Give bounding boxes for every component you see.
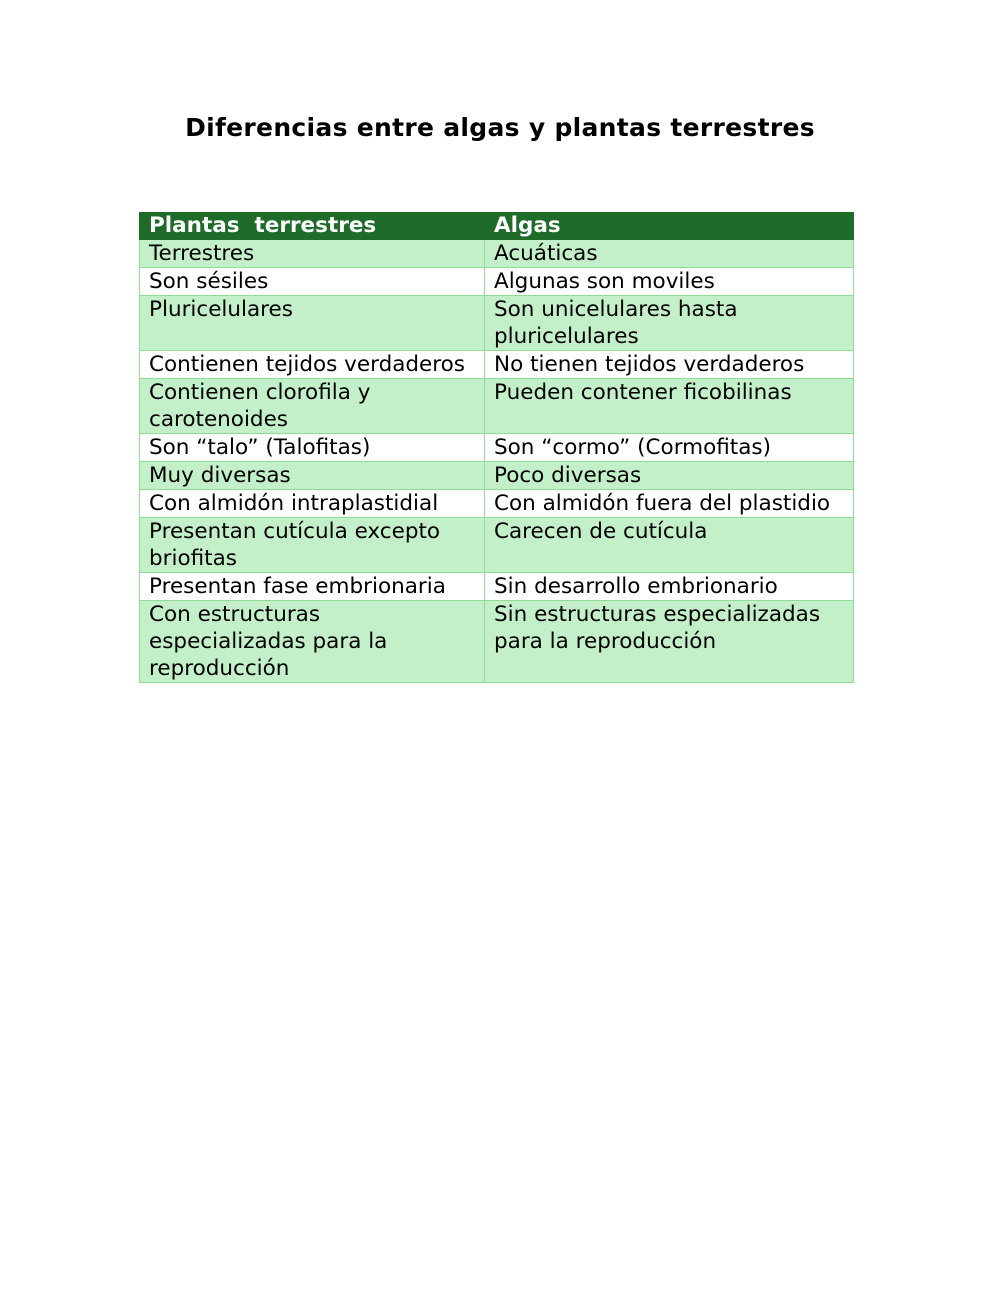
table-row [140,490,854,518]
cell-plantas: Con estructuras especializadas para la reproducción [140,601,485,683]
cell-algas: Son “cormo” (Cormofitas) [485,434,854,462]
cell-plantas: Son “talo” (Talofitas) [140,434,485,462]
table-row [140,351,854,379]
cell-algas: Acuáticas [485,240,854,268]
cell-plantas: Presentan cutícula excepto briofitas [140,518,485,573]
cell-plantas: Con almidón intraplastidial [140,490,485,518]
cell-plantas: Muy diversas [140,462,485,490]
cell-plantas: Pluricelulares [140,296,485,351]
cell-algas: Sin desarrollo embrionario [485,573,854,601]
cell-algas: Poco diversas [485,462,854,490]
comparison-table [139,212,854,683]
cell-plantas: Contienen clorofila y carotenoides [140,379,485,434]
header-algas: Algas [485,213,854,240]
cell-algas: Son unicelulares hasta pluricelulares [485,296,854,351]
table-header-row [140,213,854,240]
table-row [140,268,854,296]
table-row [140,573,854,601]
table-row [140,296,854,351]
table-row [140,240,854,268]
table-row [140,379,854,434]
header-plantas-terrestres: Plantas terrestres [140,213,485,240]
document-title: Diferencias entre algas y plantas terrestres [185,113,815,142]
cell-algas: Con almidón fuera del plastidio [485,490,854,518]
cell-plantas: Contienen tejidos verdaderos [140,351,485,379]
cell-algas: Sin estructuras especializadas para la reproducción [485,601,854,683]
cell-plantas: Terrestres [140,240,485,268]
cell-plantas: Presentan fase embrionaria [140,573,485,601]
table-row [140,601,854,683]
cell-plantas: Son sésiles [140,268,485,296]
cell-algas: Pueden contener ficobilinas [485,379,854,434]
cell-algas: Algunas son moviles [485,268,854,296]
cell-algas: No tienen tejidos verdaderos [485,351,854,379]
table-row [140,518,854,573]
table-row [140,462,854,490]
cell-algas: Carecen de cutícula [485,518,854,573]
table-row [140,434,854,462]
